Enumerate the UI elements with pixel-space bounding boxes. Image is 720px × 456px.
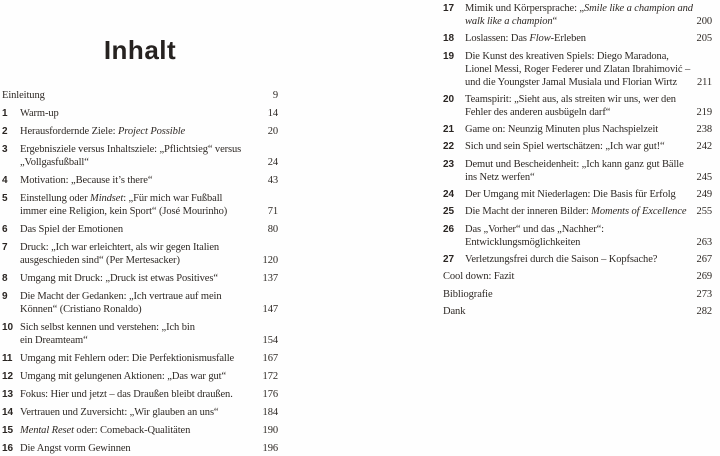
entry-line: [20, 107, 252, 120]
chapter-number: 22: [443, 141, 454, 153]
chapter-number: 18: [443, 33, 454, 45]
entry-text: [465, 93, 686, 119]
entry-text-segment: Die Macht der inneren Bilder:: [465, 206, 592, 218]
entry-line: [465, 32, 686, 45]
entry-text-segment: Dank: [443, 305, 466, 317]
entry-text: [20, 192, 252, 218]
entry-text-segment: Die Kunst des kreativen Spiels: Diego Maradona,: [465, 50, 669, 62]
entry-text: [465, 223, 686, 249]
entry-text-segment: Mimik und Körpersprache: „: [465, 3, 584, 14]
entry-text-segment: Das Spiel der Emotionen: [20, 224, 123, 235]
entry-line: [465, 171, 686, 184]
entry-text-italic-segment: walk like a champion: [465, 16, 553, 27]
page-number: 273: [696, 288, 712, 300]
entry-text: [443, 270, 686, 283]
toc-right-column: [443, 2, 712, 322]
page-number: 24: [267, 157, 278, 168]
entry-text-segment: Fokus: Hier und jetzt – das Draußen bleibt draußen.: [20, 389, 233, 400]
entry-text-segment: Demut und Bescheidenheit: „Ich kann ganz gut Bälle: [465, 158, 684, 170]
page-number: 269: [696, 271, 712, 283]
entry-line: [20, 143, 252, 156]
entry-text-segment: Der Umgang mit Niederlagen: Die Basis für Erfolg: [465, 189, 676, 201]
entry-line: [20, 192, 252, 205]
entry-text-segment: ins Netz werfen“: [465, 171, 535, 183]
page-number: 80: [267, 224, 278, 235]
entry-line: [20, 205, 252, 218]
entry-text: [2, 89, 252, 102]
entry-line: [20, 352, 252, 365]
entry-text-segment: Sich selbst kennen und verstehen: „Ich bin: [20, 322, 195, 333]
entry-text-segment: Die Angst vorm Gewinnen: [20, 443, 131, 454]
page-number: 137: [262, 273, 278, 284]
entry-line: [20, 156, 252, 169]
page-number: 71: [267, 206, 278, 217]
page-number: 20: [267, 126, 278, 137]
page-number: 200: [696, 16, 712, 27]
entry-text-italic-segment: Mindset: [90, 193, 124, 204]
entry-text-segment: Umgang mit gelungenen Aktionen: „Das war gut“: [20, 371, 227, 382]
entry-text-italic-segment: Smile like a champion and: [584, 3, 693, 14]
entry-line: [465, 63, 691, 76]
entry-text: [20, 125, 252, 138]
entry-text-segment: Teamspirit: „Sieht aus, als streiten wir uns, wer den: [465, 93, 676, 105]
entry-text-segment: Das „Vorher“ und das „Nachher“:: [465, 223, 604, 235]
toc-entry: [443, 32, 712, 45]
entry-text: [20, 107, 252, 120]
page-number: 9: [272, 90, 278, 101]
page-number: 255: [696, 206, 712, 218]
entry-text-segment: -Erleben: [550, 33, 586, 45]
entry-line: [20, 272, 252, 285]
chapter-number: 14: [2, 407, 13, 418]
entry-line: [443, 305, 686, 318]
toc-entry: [443, 158, 712, 184]
entry-text-segment: oder: Comeback-Qualitäten: [73, 425, 191, 436]
page-number: 154: [262, 335, 278, 346]
toc-entry: [443, 270, 712, 283]
toc-entry: [2, 290, 278, 316]
toc-left-column: [2, 89, 278, 456]
chapter-number: 15: [2, 425, 13, 436]
entry-text: [20, 272, 252, 285]
entry-line: [465, 253, 686, 266]
toc-entry: [443, 140, 712, 153]
entry-text-segment: Motivation: „Because it’s there“: [20, 175, 153, 186]
entry-text-segment: Loslassen: Das: [465, 33, 530, 45]
toc-entry: [443, 223, 712, 249]
entry-line: [465, 205, 686, 218]
entry-text: [20, 352, 252, 365]
entry-line: [20, 321, 252, 334]
chapter-number: 21: [443, 124, 454, 136]
toc-entry: [443, 288, 712, 301]
entry-line: [20, 424, 252, 437]
page-number: 205: [696, 33, 712, 45]
entry-text-segment: ein Dreamteam“: [20, 335, 88, 346]
chapter-number: 17: [443, 3, 454, 14]
entry-text: [465, 140, 686, 153]
entry-text-italic-segment: Flow: [529, 33, 551, 45]
page-number: 167: [262, 353, 278, 364]
chapter-number: 26: [443, 223, 454, 235]
chapter-number: 3: [2, 144, 8, 155]
toc-entry: [443, 253, 712, 266]
entry-text-segment: ausgeschieden sind“ (Per Mertesacker): [20, 255, 180, 266]
toc-entry: [2, 174, 278, 187]
entry-text-segment: immer eine Religion, kein Sport“ (José Mourinho): [20, 206, 228, 217]
entry-line: [465, 223, 686, 236]
toc-entry: [2, 424, 278, 437]
toc-entry: [2, 388, 278, 401]
entry-line: [20, 442, 252, 455]
entry-text-segment: “: [552, 16, 558, 27]
chapter-number: 13: [2, 389, 13, 400]
entry-text-segment: Cool down: Fazit: [443, 271, 515, 283]
entry-text-segment: und die Youngster Jamal Musiala und Florian Wirtz: [465, 76, 678, 88]
entry-text-segment: Druck: „Ich war erleichtert, als wir gegen Italien: [20, 242, 220, 253]
chapter-number: 12: [2, 371, 13, 382]
entry-text: [465, 188, 686, 201]
entry-text: [465, 158, 686, 184]
entry-line: [20, 254, 252, 267]
entry-text-segment: Können“ (Cristiano Ronaldo): [20, 304, 142, 315]
entry-text: [20, 388, 252, 401]
chapter-number: 10: [2, 322, 13, 333]
page-number: 219: [696, 106, 712, 118]
entry-text-segment: Entwicklungsmöglichkeiten: [465, 236, 581, 248]
chapter-number: 7: [2, 242, 8, 253]
entry-line: [2, 89, 252, 102]
page-title: Inhalt: [103, 35, 177, 65]
entry-text: [20, 174, 252, 187]
entry-text-segment: Lionel Messi, Roger Federer und Zlatan Ibrahimović –: [465, 63, 691, 75]
entry-line: [465, 188, 686, 201]
chapter-number: 11: [2, 353, 13, 364]
page-number: 242: [696, 141, 712, 153]
entry-line: [20, 406, 252, 419]
entry-text: [20, 442, 252, 455]
entry-text-segment: Fehler des anderen ausbügeln darf“: [465, 106, 611, 118]
page-number: 176: [262, 389, 278, 400]
entry-text: [465, 253, 686, 266]
entry-line: [465, 123, 686, 136]
chapter-number: 8: [2, 273, 8, 284]
entry-text-segment: Herausfordernde Ziele:: [20, 126, 118, 137]
toc-entry: [2, 125, 278, 138]
entry-text: [465, 123, 686, 136]
entry-text: [465, 205, 686, 218]
entry-text: [20, 143, 252, 169]
entry-line: [465, 2, 693, 15]
entry-text-italic-segment: Mental Reset: [20, 425, 74, 436]
chapter-number: 25: [443, 206, 454, 218]
toc-entry: [443, 205, 712, 218]
toc-entry: [2, 406, 278, 419]
entry-line: [443, 288, 686, 301]
toc-entry: [2, 89, 278, 102]
chapter-number: 9: [2, 291, 8, 302]
entry-text-segment: Ergebnisziele versus Inhaltsziele: „Pflichtsieg“ versus: [20, 144, 242, 155]
entry-text-segment: Die Macht der Gedanken: „Ich vertraue auf mein: [20, 291, 222, 302]
toc-entry: [2, 370, 278, 383]
page-number: 267: [696, 253, 712, 265]
entry-text-italic-segment: Project Possible: [117, 126, 186, 137]
chapter-number: 5: [2, 193, 8, 204]
page-number: 14: [267, 108, 278, 119]
entry-text-segment: Verletzungsfrei durch die Saison – Kopfsache?: [465, 253, 658, 265]
page-number: 190: [262, 425, 278, 436]
entry-text: [20, 241, 252, 267]
entry-text: [465, 32, 686, 45]
page-number: 249: [696, 189, 712, 201]
entry-text: [20, 424, 252, 437]
entry-line: [20, 303, 252, 316]
page-number: 282: [696, 305, 712, 317]
entry-line: [443, 270, 686, 283]
toc-entry: [443, 2, 712, 28]
entry-line: [465, 76, 686, 89]
entry-line: [20, 388, 252, 401]
entry-line: [20, 290, 252, 303]
chapter-number: 23: [443, 158, 454, 170]
entry-text: [20, 370, 252, 383]
toc-entry: [443, 123, 712, 136]
entry-text-segment: Einstellung oder: [20, 193, 91, 204]
page-number: 238: [696, 124, 712, 136]
entry-line: [20, 125, 252, 138]
page-number: 147: [262, 304, 278, 315]
toc-entry: [2, 192, 278, 218]
entry-text-segment: Umgang mit Druck: „Druck ist etwas Positives“: [20, 273, 218, 284]
entry-text-segment: „Vollgasfußball“: [20, 157, 89, 168]
page-number: 196: [262, 443, 278, 454]
entry-line: [465, 106, 686, 119]
entry-text: [443, 305, 686, 318]
chapter-number: 27: [443, 253, 454, 265]
chapter-number: 24: [443, 189, 454, 201]
page-number: 120: [262, 255, 278, 266]
chapter-number: 16: [2, 443, 13, 454]
chapter-number: 2: [2, 126, 8, 137]
entry-line: [20, 334, 252, 347]
entry-line: [465, 15, 686, 28]
page-number: 184: [262, 407, 278, 418]
page-number: 245: [696, 171, 712, 183]
page-number: 211: [696, 76, 712, 88]
page-number: 172: [262, 371, 278, 382]
entry-text-segment: Sich und sein Spiel wertschätzen: „Ich war gut!“: [465, 141, 665, 153]
entry-line: [465, 50, 686, 63]
toc-entry: [2, 223, 278, 236]
entry-text-italic-segment: Moments of Excellence: [591, 206, 687, 218]
entry-line: [465, 236, 686, 249]
entry-text: [465, 2, 693, 28]
page-number: 263: [696, 236, 712, 248]
entry-text-segment: Umgang mit Fehlern oder: Die Perfektionismusfalle: [20, 353, 235, 364]
page-number: 43: [267, 175, 278, 186]
entry-line: [20, 174, 252, 187]
toc-entry: [2, 143, 278, 169]
entry-line: [20, 223, 252, 236]
entry-text: [20, 290, 252, 316]
toc-entry: [443, 305, 712, 318]
entry-text: [20, 223, 252, 236]
entry-line: [465, 93, 686, 106]
toc-entry: [2, 107, 278, 120]
toc-entry: [443, 188, 712, 201]
toc-entry: [2, 321, 278, 347]
toc-entry: [443, 50, 712, 89]
chapter-number: 6: [2, 224, 8, 235]
entry-text-segment: Game on: Neunzig Minuten plus Nachspielzeit: [465, 124, 659, 136]
entry-text-segment: Einleitung: [2, 90, 45, 101]
entry-text: [443, 288, 686, 301]
entry-text: [20, 406, 252, 419]
entry-line: [20, 241, 252, 254]
toc-entry: [2, 272, 278, 285]
entry-line: [465, 158, 686, 171]
entry-text: [465, 50, 691, 89]
chapter-number: 19: [443, 50, 454, 62]
toc-entry: [2, 352, 278, 365]
chapter-number: 1: [2, 108, 8, 119]
entry-text: [20, 321, 252, 347]
entry-text-segment: : „Für mich war Fußball: [123, 193, 223, 204]
entry-text-segment: Warm-up: [20, 108, 59, 119]
chapter-number: 4: [2, 175, 8, 186]
entry-text-segment: Vertrauen und Zuversicht: „Wir glauben an uns“: [20, 407, 219, 418]
toc-entry: [443, 93, 712, 119]
toc-entry: [2, 442, 278, 455]
toc-entry: [2, 241, 278, 267]
entry-line: [465, 140, 686, 153]
chapter-number: 20: [443, 93, 454, 105]
entry-line: [20, 370, 252, 383]
entry-text-segment: Bibliografie: [443, 288, 493, 300]
